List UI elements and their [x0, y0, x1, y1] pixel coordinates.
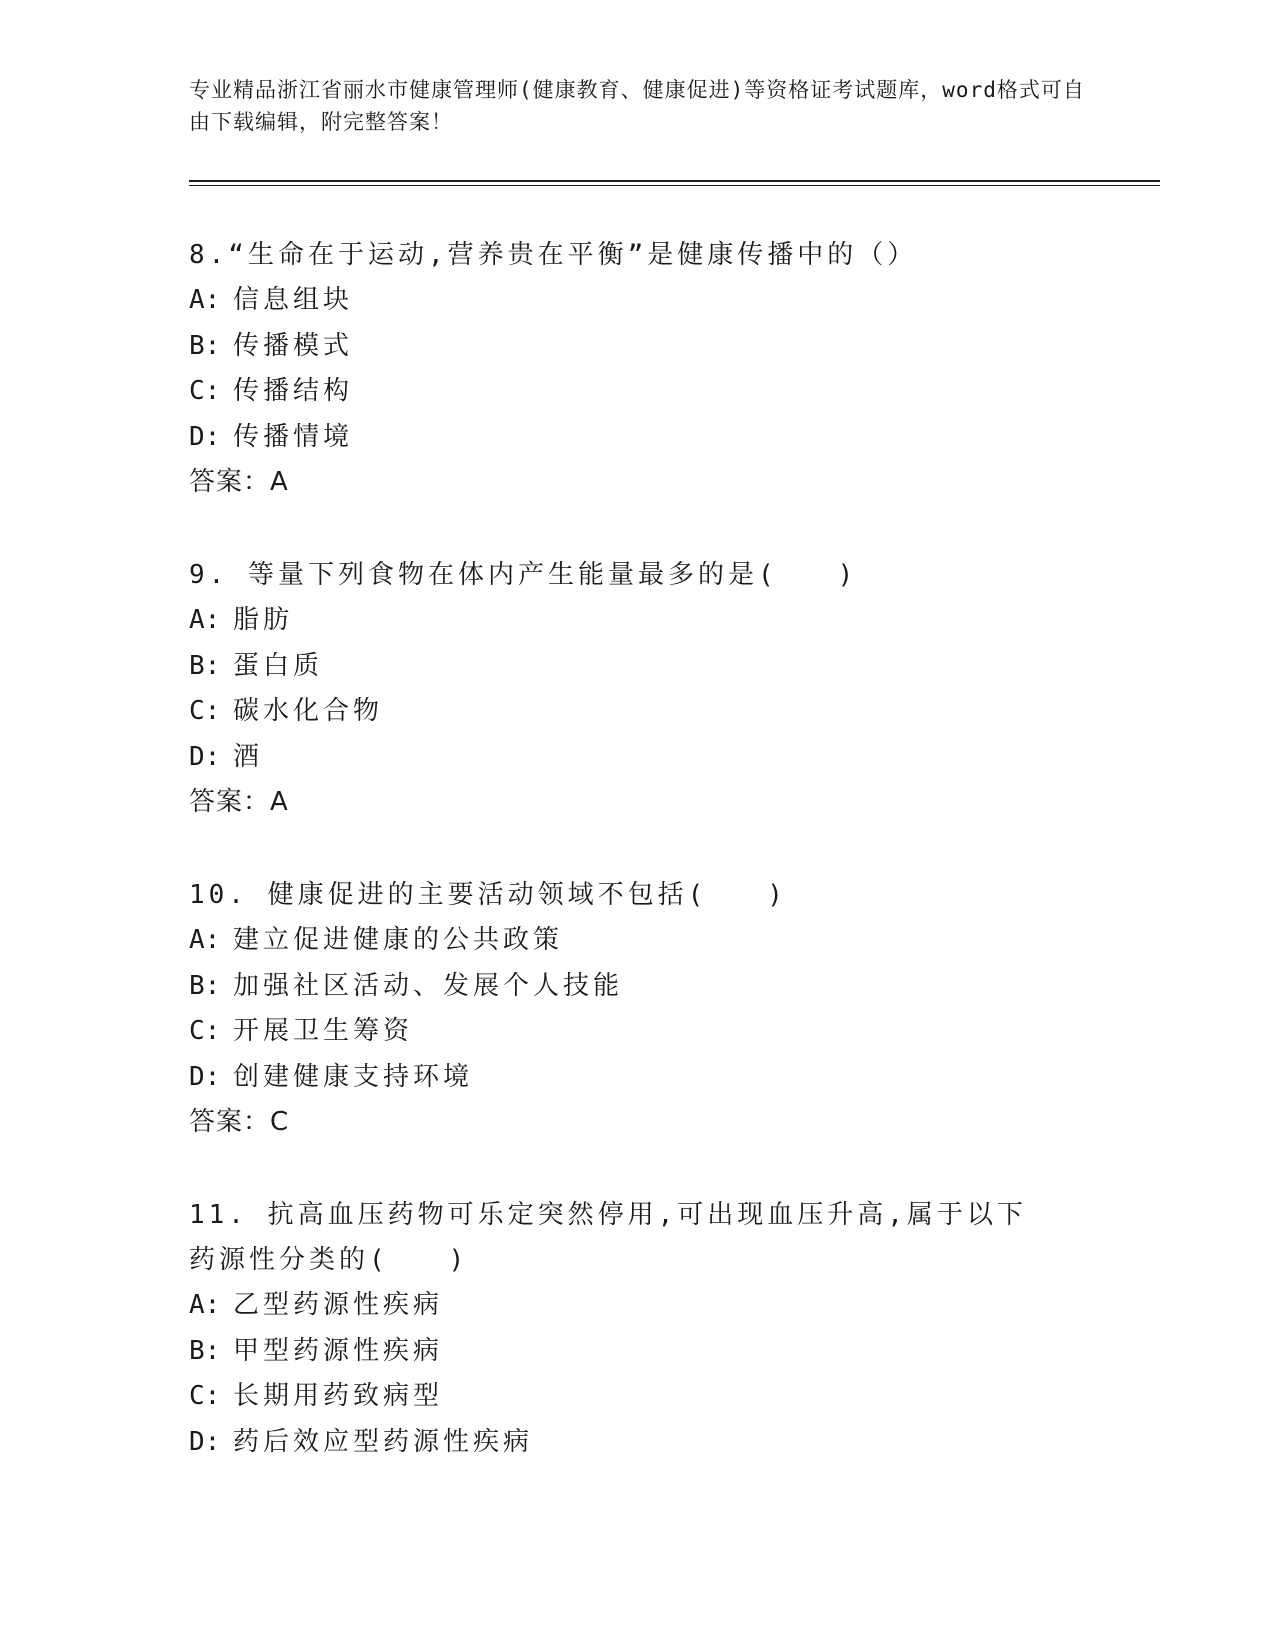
option-a — [189, 278, 1089, 324]
answer: 答案：A — [189, 787, 289, 817]
option-b — [189, 1329, 1089, 1375]
question-11 — [189, 1193, 1089, 1465]
option-text: 长期用药致病型 — [233, 1381, 444, 1411]
option-key: C: — [189, 696, 221, 726]
option-text: 传播模式 — [233, 330, 354, 361]
question-stem: 10. 健康促进的主要活动领域不包括( ) — [189, 880, 787, 910]
option-key: B: — [189, 1335, 221, 1366]
option-key: A: — [189, 605, 221, 635]
option-a — [189, 1283, 1089, 1329]
question-stem: 8.“生命在于运动,营养贵在平衡”是健康传播中的（） — [189, 240, 918, 270]
answer: 答案：C — [189, 1107, 290, 1137]
header-divider-thick — [189, 180, 1160, 182]
option-text: 甲型药源性疾病 — [233, 1335, 444, 1366]
option-key: C: — [189, 1016, 221, 1046]
option-key: D: — [189, 1061, 221, 1092]
option-key: B: — [189, 330, 221, 361]
option-c — [189, 369, 1089, 415]
question-8 — [189, 233, 1089, 505]
option-c — [189, 1009, 1089, 1055]
option-text: 酒 — [233, 741, 264, 772]
option-key: D: — [189, 421, 221, 452]
question-stem: 9. 等量下列食物在体内产生能量最多的是( ) — [189, 560, 858, 590]
option-key: B: — [189, 970, 221, 1001]
option-key: D: — [189, 741, 221, 772]
option-key: C: — [189, 1381, 221, 1411]
answer: 答案：A — [189, 467, 289, 497]
document-header: 专业精品浙江省丽水市健康管理师(健康教育、健康促进)等资格证考试题库，word格式可自由下载编辑，附完整答案！ — [189, 78, 1085, 134]
option-text: 传播情境 — [233, 421, 354, 452]
option-d — [189, 1420, 1089, 1466]
option-key: A: — [189, 1290, 221, 1320]
option-text: 传播结构 — [233, 376, 354, 406]
option-d — [189, 1055, 1089, 1101]
question-stem: 11. 抗高血压药物可乐定突然停用,可出现血压升高,属于以下药源性分类的( ) — [189, 1200, 1027, 1275]
option-c — [189, 689, 1089, 735]
option-key: A: — [189, 925, 221, 955]
option-key: C: — [189, 376, 221, 406]
option-text: 信息组块 — [233, 285, 354, 315]
option-text: 建立促进健康的公共政策 — [233, 925, 564, 955]
option-key: D: — [189, 1426, 221, 1457]
question-10 — [189, 873, 1089, 1145]
option-d — [189, 735, 1089, 781]
option-text: 开展卫生筹资 — [233, 1016, 414, 1046]
option-a — [189, 598, 1089, 644]
option-b — [189, 324, 1089, 370]
option-text: 创建健康支持环境 — [233, 1061, 474, 1092]
question-9 — [189, 553, 1089, 825]
option-b — [189, 644, 1089, 690]
option-d — [189, 415, 1089, 461]
option-key: B: — [189, 650, 221, 681]
option-a — [189, 918, 1089, 964]
option-text: 药后效应型药源性疾病 — [233, 1426, 534, 1457]
option-text: 乙型药源性疾病 — [233, 1290, 444, 1320]
option-b — [189, 964, 1089, 1010]
header-divider-thin — [189, 185, 1160, 186]
option-text: 脂肪 — [233, 605, 294, 635]
option-c — [189, 1374, 1089, 1420]
option-key: A: — [189, 285, 221, 315]
option-text: 加强社区活动、发展个人技能 — [233, 970, 624, 1001]
option-text: 蛋白质 — [233, 650, 324, 681]
option-text: 碳水化合物 — [233, 696, 384, 726]
